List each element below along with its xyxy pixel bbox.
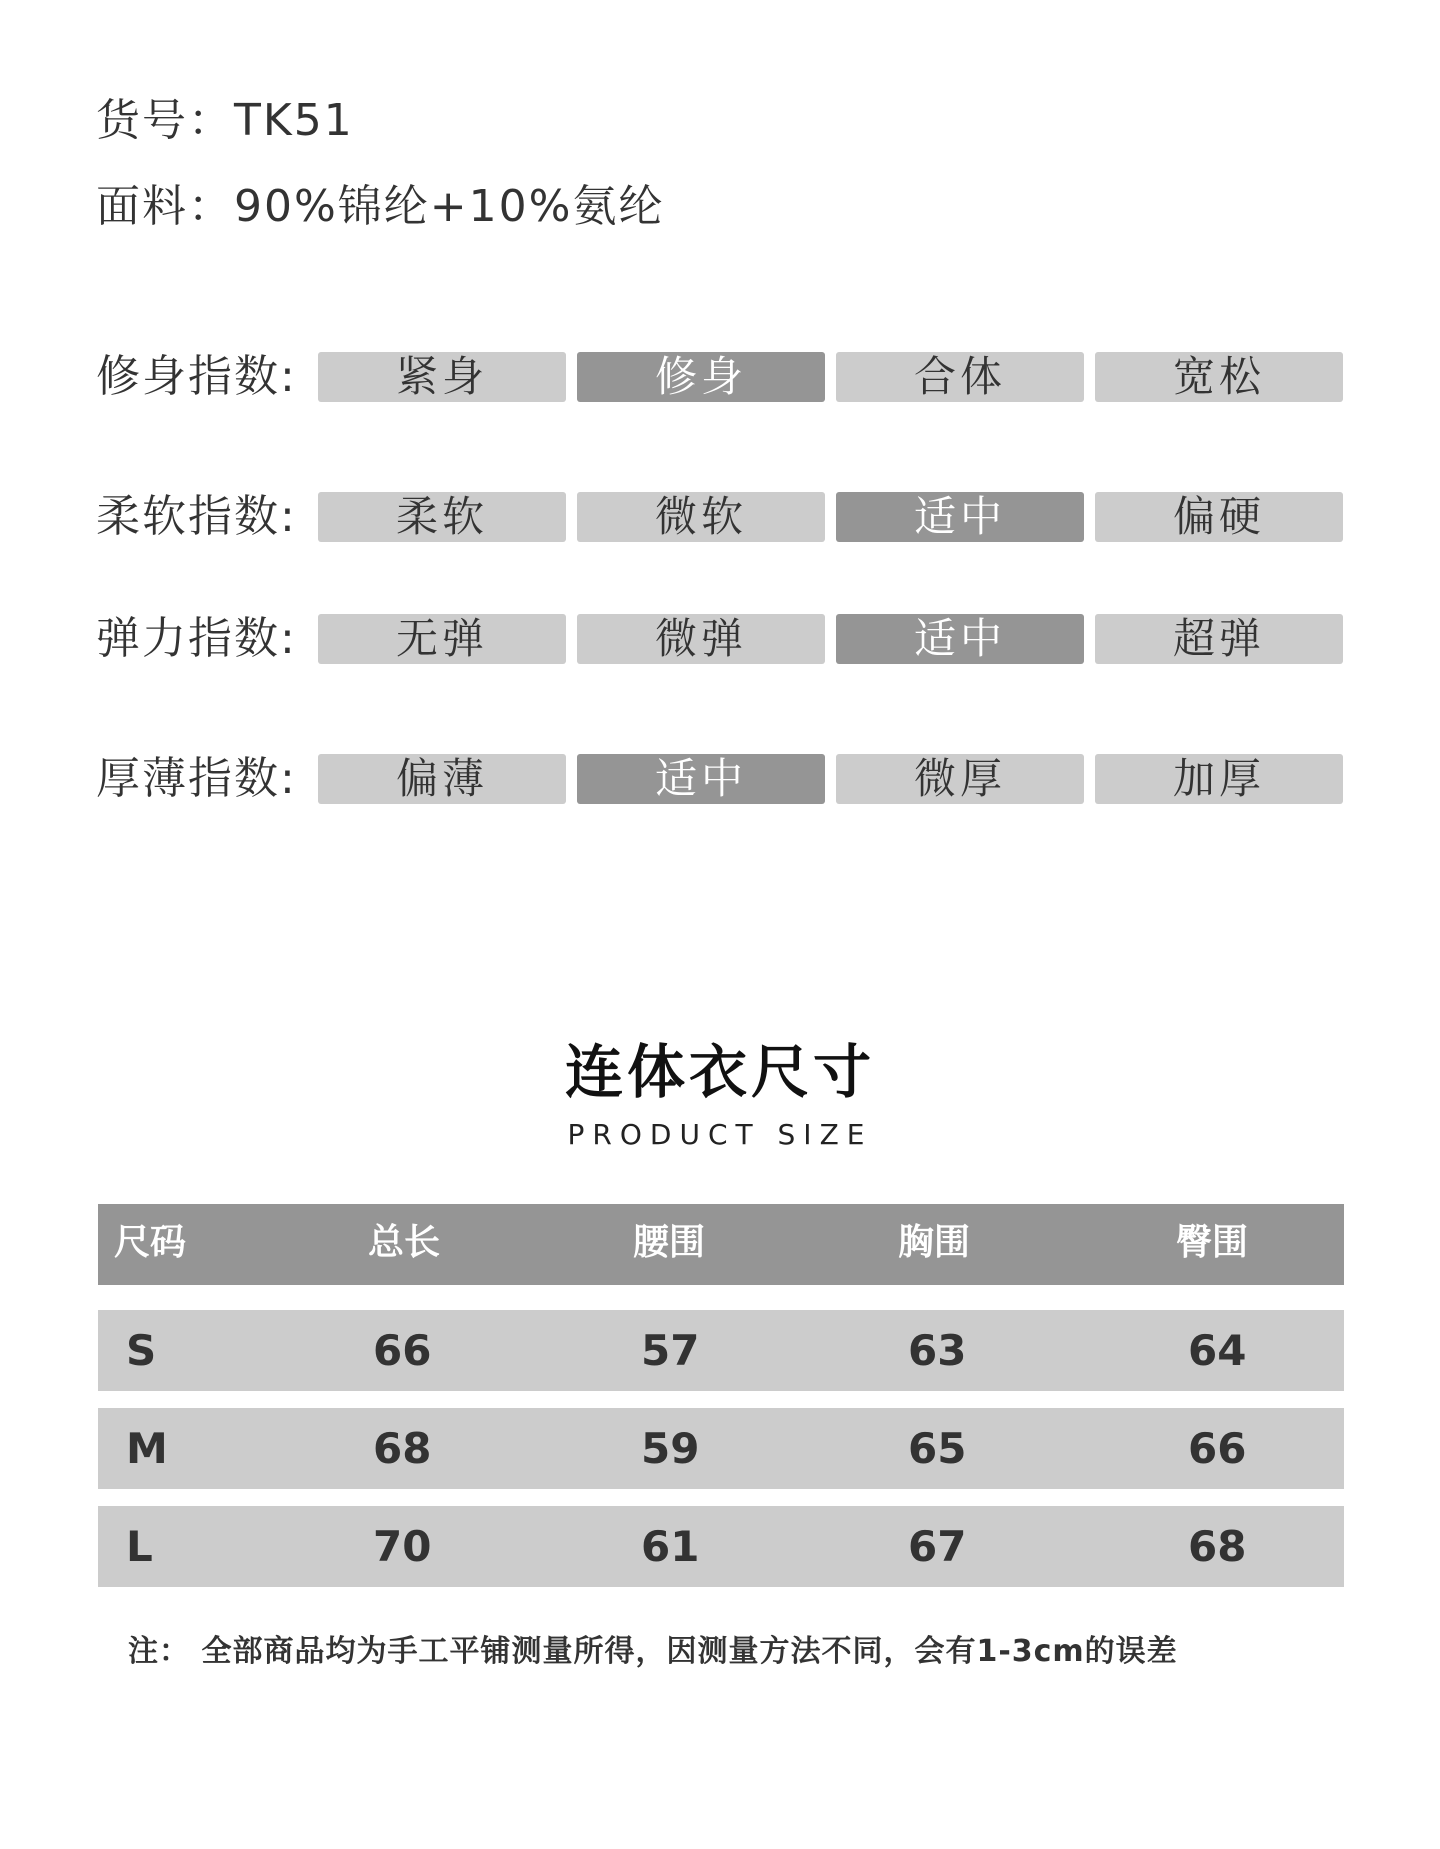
softness-option: 微软 [577,492,825,542]
fit-option: 修身 [577,352,825,402]
elasticity-option: 无弹 [318,614,566,664]
hip-cell: 64 [1188,1326,1247,1375]
chest-cell: 63 [908,1326,967,1375]
softness-option: 适中 [836,492,1084,542]
header-total-length: 总长 [368,1222,441,1263]
elasticity-index-label: 弹力指数: [96,613,297,664]
chest-cell: 67 [908,1522,967,1571]
thickness-option: 偏薄 [318,754,566,804]
fit-index-label: 修身指数: [96,351,297,402]
header-chest: 胸围 [898,1222,971,1263]
thickness-option: 适中 [577,754,825,804]
fit-option: 紧身 [318,352,566,402]
hip-cell: 68 [1188,1522,1247,1571]
total-length-cell: 66 [373,1326,432,1375]
softness-index-row [96,492,1344,542]
total-length-cell: 70 [373,1522,432,1571]
size-cell: S [126,1326,157,1375]
softness-option: 柔软 [318,492,566,542]
waist-cell: 57 [641,1326,700,1375]
thickness-option: 微厚 [836,754,1084,804]
waist-cell: 59 [641,1424,700,1473]
elasticity-option: 适中 [836,614,1084,664]
waist-cell: 61 [641,1522,700,1571]
size-cell: M [126,1424,168,1473]
table-row [98,1408,1344,1489]
size-table-header [98,1204,1344,1285]
elasticity-index-row [96,614,1344,664]
header-hip: 臀围 [1176,1222,1249,1263]
measurement-note: 注： 全部商品均为手工平铺测量所得，因测量方法不同，会有1-3cm的误差 [128,1634,1178,1669]
elasticity-option: 超弹 [1095,614,1343,664]
softness-option: 偏硬 [1095,492,1343,542]
chest-cell: 65 [908,1424,967,1473]
fabric-composition: 面料：90%锦纶+10%氨纶 [96,181,665,232]
size-cell: L [126,1522,153,1571]
elasticity-option: 微弹 [577,614,825,664]
size-section-subtitle: PRODUCT SIZE [567,1118,873,1151]
total-length-cell: 68 [373,1424,432,1473]
thickness-index-row [96,754,1344,804]
size-section-title: 连体衣尺寸 [564,1038,875,1106]
fit-option: 合体 [836,352,1084,402]
thickness-option: 加厚 [1095,754,1343,804]
hip-cell: 66 [1188,1424,1247,1473]
fit-option: 宽松 [1095,352,1343,402]
fit-index-row [96,352,1344,402]
thickness-index-label: 厚薄指数: [96,753,297,804]
softness-index-label: 柔软指数: [96,491,297,542]
header-size: 尺码 [114,1222,187,1263]
table-row [98,1506,1344,1587]
table-row [98,1310,1344,1391]
item-number: 货号：TK51 [96,95,354,146]
header-waist: 腰围 [633,1222,706,1263]
